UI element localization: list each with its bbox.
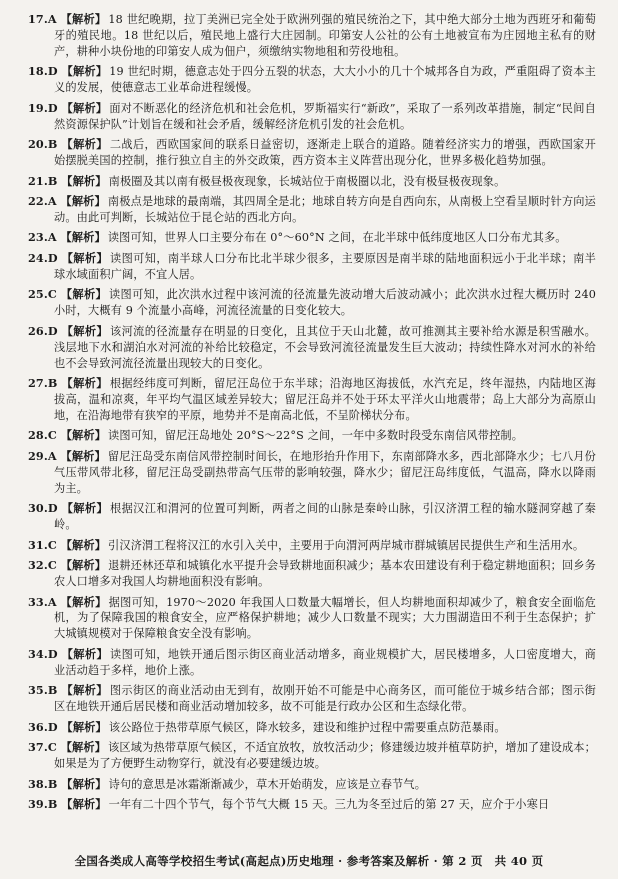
answer-number: 35.B [28, 683, 58, 698]
analysis-text: 读图可知，南半球人口分布比北半球少很多，主要原因是南半球的陆地面积远小于北半球；南半球水域面积广阔，不宜人居。 [54, 251, 596, 281]
analysis-tag: 【解析】 [61, 137, 108, 152]
analysis-text: 18 世纪晚期，拉丁美洲已完全处于欧洲列强的殖民统治之下，其中绝大部分土地为西班牙和葡萄牙的殖民地。18 世纪以后，殖民地上盛行大庄园制。印第安人公社的公有土地被宣布为庄园地主私有的财产，耕种小块份地的印第安人成为佃户，须缴纳实物地租和劳役地租。 [54, 13, 596, 58]
answer-entry [28, 501, 596, 533]
answer-number: 20.B [28, 137, 58, 152]
analysis-text: 二战后，西欧国家间的联系日益密切，逐渐走上联合的道路。随着经济实力的增强，西欧国家开始摆脱美国的控制，推行独立自主的外交政策，西方资本主义阵营出现分化，世界多极化趋势加强。 [54, 138, 596, 168]
analysis-text: 留尼汪岛受东南信风带控制时间长，在地形抬升作用下，东南部降水多，西北部降水少；七八月份气压带风带北移，留尼汪岛受副热带高气压带的影响较强，降水少；留尼汪岛纬度低，气温高，降水以降雨为主。 [54, 449, 596, 495]
analysis-text: 一年有二十四个节气，每个节气大概 15 天。三九为冬至过后的第 27 天，应介于小寒日 [108, 798, 550, 812]
analysis-tag: 【解析】 [60, 428, 107, 443]
answer-entry [28, 449, 596, 497]
answer-entry [28, 101, 596, 133]
analysis-tag: 【解析】 [60, 12, 107, 26]
analysis-text: 该区域为热带草原气候区，不适宜放牧，放牧活动少；修建缓边坡并植草防护，增加了建设成本；如果是为了方便野生动物穿行，就没有必要建缓边坡。 [54, 741, 596, 771]
analysis-tag: 【解析】 [60, 194, 106, 209]
answer-entry [28, 740, 596, 772]
analysis-tag: 【解析】 [60, 558, 107, 573]
answer-number: 33.A [28, 594, 57, 609]
answer-number: 18.D [28, 64, 58, 79]
analysis-tag: 【解析】 [60, 740, 107, 755]
answer-number: 24.D [28, 250, 58, 265]
analysis-tag: 【解析】 [61, 719, 107, 734]
analysis-tag: 【解析】 [61, 683, 108, 698]
answer-entry [28, 720, 596, 736]
analysis-tag: 【解析】 [61, 64, 108, 79]
answer-entry [28, 230, 596, 246]
analysis-tag: 【解析】 [61, 376, 108, 391]
answer-entry [28, 595, 596, 643]
page-footer: 全国各类成人高等学校招生考试(高起点)历史地理 · 参考答案及解析 · 第 2 页 共 40 页 [74, 854, 544, 868]
analysis-text: 面对不断恶化的经济危机和社会危机，罗斯福实行“新政”，采取了一系列改革措施，制定“民间自然资源保护队”计划旨在缓和社会矛盾，缓解经济危机引发的社会危机。 [54, 101, 596, 131]
answer-number: 29.A [28, 448, 57, 463]
answer-entry [28, 538, 596, 554]
analysis-text: 读图可知，世界人口主要分布在 0°～60°N 之间，在北半球中低纬度地区人口分布尤其多。 [107, 231, 567, 245]
answer-number: 23.A [28, 230, 57, 245]
answer-number: 32.C [28, 558, 57, 573]
analysis-text: 读图可知，此次洪水过程中该河流的径流量先波动增大后波动减小；此次洪水过程大概历时 240 小时，大概有 9 个流量小高峰，河流径流量的日变化较大。 [54, 288, 596, 318]
answer-entry [28, 287, 596, 319]
answer-entry [28, 194, 596, 226]
analysis-text: 根据经纬度可判断，留尼汪岛位于东半球；沿海地区海拔低，水汽充足，终年湿热，内陆地区海拔高，温和凉爽，年平均气温区域差异较大；留尼汪岛并不处于环太平洋火山地震带；岛上大部分为高原山地，在沿海地带有狭窄的平原，地势并不是南高北低，不呈阶梯状分布。 [54, 377, 596, 422]
answer-entry [28, 797, 596, 813]
analysis-tag: 【解析】 [61, 776, 107, 791]
analysis-text: 读图可知，留尼汪岛地处 20°S～22°S 之间，一年中多数时段受东南信风带控制。 [108, 429, 524, 443]
answer-entry [28, 251, 596, 283]
answer-entry [28, 64, 596, 96]
analysis-tag: 【解析】 [61, 646, 109, 661]
answer-number: 22.A [28, 194, 57, 209]
answer-entry [28, 324, 596, 372]
answer-entry [28, 376, 596, 424]
analysis-tag: 【解析】 [60, 287, 108, 302]
analysis-tag: 【解析】 [60, 448, 106, 463]
analysis-text: 该河流的径流量存在明显的日变化，且其位于天山北麓，故可推测其主要补给水源是积雪融水。浅层地下水和湖泊水对河流的补给比较稳定，不会导致河流径流量发生巨大波动；持续性降水对河水的补给也不会导致河流径流量出现较大的日变化。 [54, 324, 596, 370]
answer-number: 17.A [28, 12, 57, 26]
analysis-tag: 【解析】 [60, 537, 107, 552]
answer-entry [28, 647, 596, 679]
answer-entry [28, 683, 596, 715]
analysis-text: 图示街区的商业活动由无到有，故刚开始不可能是中心商务区，而可能位于城乡结合部；图示街区在地铁开通后居民楼和商业活动增加较多，故不可能是行政办公区和生态绿化带。 [54, 684, 596, 714]
answer-entry [28, 137, 596, 169]
answer-number: 21.B [28, 173, 58, 188]
analysis-text: 19 世纪时期，德意志处于四分五裂的状态，大大小小的几十个城邦各自为政，严重阻碍了资本主义的发展，使德意志工业革命进程缓慢。 [54, 65, 596, 95]
answer-list [28, 12, 596, 813]
analysis-tag: 【解析】 [60, 594, 107, 609]
analysis-tag: 【解析】 [61, 250, 109, 265]
analysis-tag: 【解析】 [61, 501, 109, 516]
analysis-tag: 【解析】 [61, 100, 108, 115]
answer-entry [28, 777, 596, 793]
answer-number: 34.D [28, 646, 58, 661]
answer-entry [28, 558, 596, 590]
analysis-text: 南极点是地球的最南端，其四周全是北；地球自转方向是自西向东，从南极上空看呈顺时针方向运动。由此可判断，长城站位于昆仑站的西北方向。 [54, 195, 596, 224]
analysis-text: 诗句的意思是冰霜渐渐减少，草木开始萌发，应该是立春节气。 [108, 777, 427, 791]
analysis-text: 引汉济渭工程将汉江的水引入关中，主要用于向渭河两岸城市群城镇居民提供生产和生活用水。 [108, 538, 585, 552]
analysis-text: 该公路位于热带草原气候区，降水较多，建设和维护过程中需要重点防范暴雨。 [108, 720, 506, 734]
analysis-text: 退耕还林还草和城镇化水平提升会导致耕地面积减少；基本农田建设有利于稳定耕地面积；回乡务农人口增多对我国人均耕地面积没有影响。 [54, 559, 596, 588]
analysis-text: 据图可知，1970～2020 年我国人口数量大幅增长，但人均耕地面积却减少了，粮食安全面临危机，为了保障我国的粮食安全，应严格保护耕地；减少人口数量不现实；大力围湖造田不利于生态保护；扩大城镇规模对于保障粮食安全没有影响。 [54, 595, 596, 641]
analysis-text: 南极圈及其以南有极昼极夜现象，长城站位于南极圈以北，没有极昼极夜现象。 [108, 174, 506, 188]
answer-number: 25.C [28, 287, 57, 302]
answer-entry [28, 12, 596, 60]
answer-number: 28.C [28, 428, 57, 443]
analysis-tag: 【解析】 [61, 173, 107, 188]
answer-number: 36.D [28, 719, 58, 734]
answer-entry [28, 428, 596, 444]
answer-number: 19.D [28, 100, 58, 115]
answer-number: 31.C [28, 537, 57, 552]
analysis-text: 根据汉江和渭河的位置可判断，两者之间的山脉是秦岭山脉，引汉济渭工程的输水隧洞穿越了秦岭。 [54, 502, 596, 532]
answer-number: 39.B [28, 797, 58, 812]
analysis-tag: 【解析】 [61, 323, 109, 338]
answer-number: 27.B [28, 376, 58, 391]
answer-number: 26.D [28, 323, 58, 338]
analysis-tag: 【解析】 [61, 797, 107, 812]
answer-number: 37.C [28, 740, 57, 755]
answer-number: 30.D [28, 501, 58, 516]
analysis-text: 读图可知，地铁开通后图示街区商业活动增多，商业规模扩大，居民楼增多，人口密度增大，商业活动趋于多样，地价上涨。 [54, 647, 596, 677]
answer-entry [28, 174, 596, 190]
analysis-tag: 【解析】 [60, 230, 106, 245]
answer-number: 38.B [28, 776, 58, 791]
